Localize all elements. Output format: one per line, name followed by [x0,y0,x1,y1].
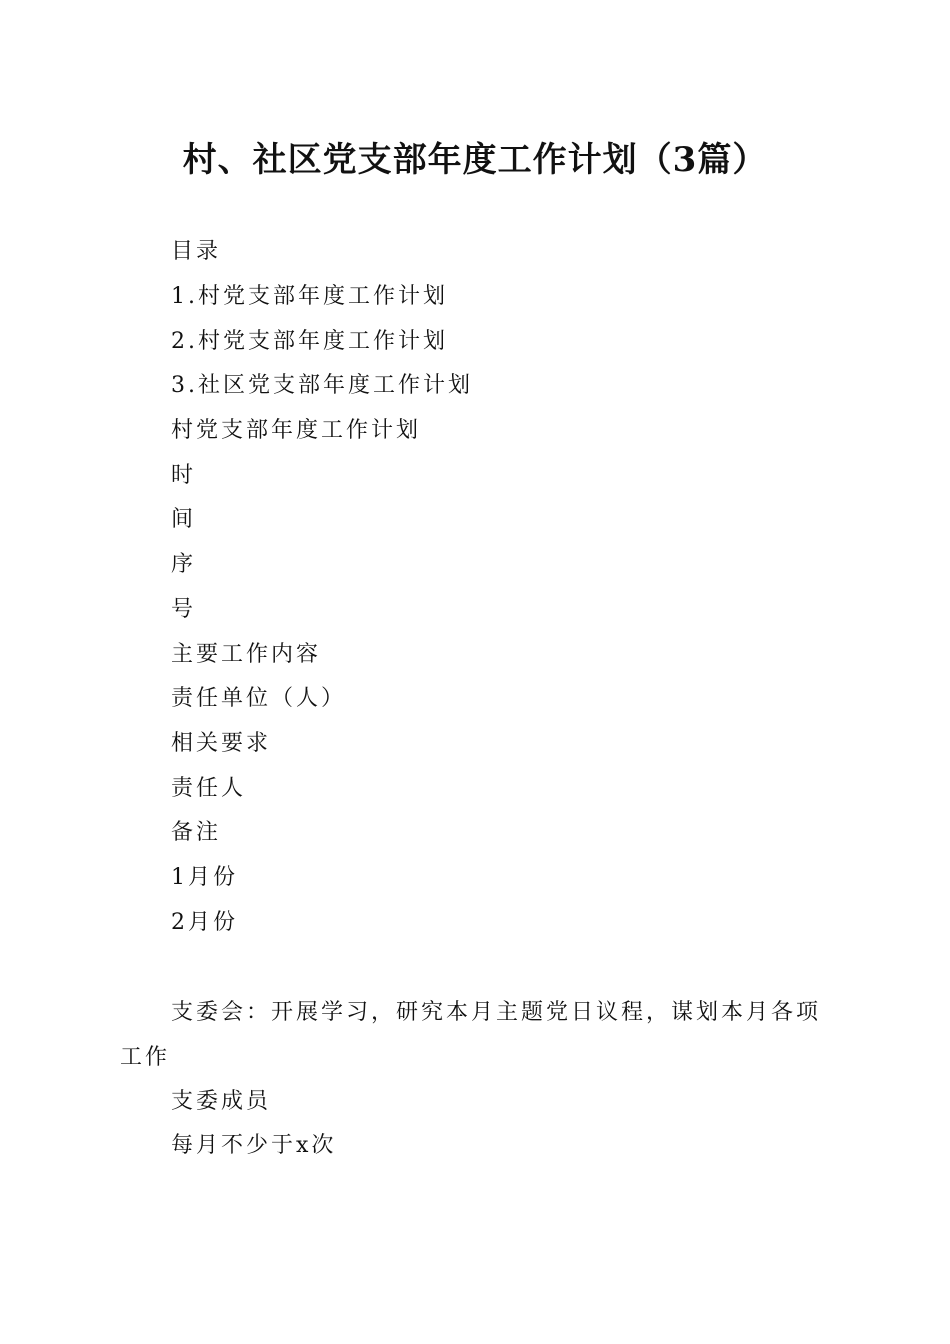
month-label: 1月份 [171,865,238,890]
table-header-requirements: 相关要求 [171,731,272,756]
table-header-unit: 责任单位（人） [171,686,347,711]
table-header-time-char: 时 [171,463,197,488]
month-label: 2月份 [171,910,238,935]
toc-item: 1.村党支部年度工作计划 [171,284,448,309]
table-header-seq-char: 号 [171,597,197,622]
row-content: 支委会：开展学习，研究本月主题党日议程，谋划本月各项工作 [120,1000,822,1070]
document-title: 村、社区党支部年度工作计划（3篇） [182,140,768,180]
table-header-person: 责任人 [171,776,247,801]
table-header-content: 主要工作内容 [171,642,322,667]
toc-item: 2.村党支部年度工作计划 [171,329,448,354]
table-header-seq-char: 序 [171,552,197,577]
row-unit: 支委成员 [171,1089,272,1114]
toc-item: 3.社区党支部年度工作计划 [171,373,473,398]
table-header-remarks: 备注 [171,820,222,845]
row-requirement: 每月不少于x次 [171,1133,337,1158]
toc-heading: 目录 [171,239,222,264]
table-header-time-char: 间 [171,507,197,532]
section-title: 村党支部年度工作计划 [171,418,422,443]
